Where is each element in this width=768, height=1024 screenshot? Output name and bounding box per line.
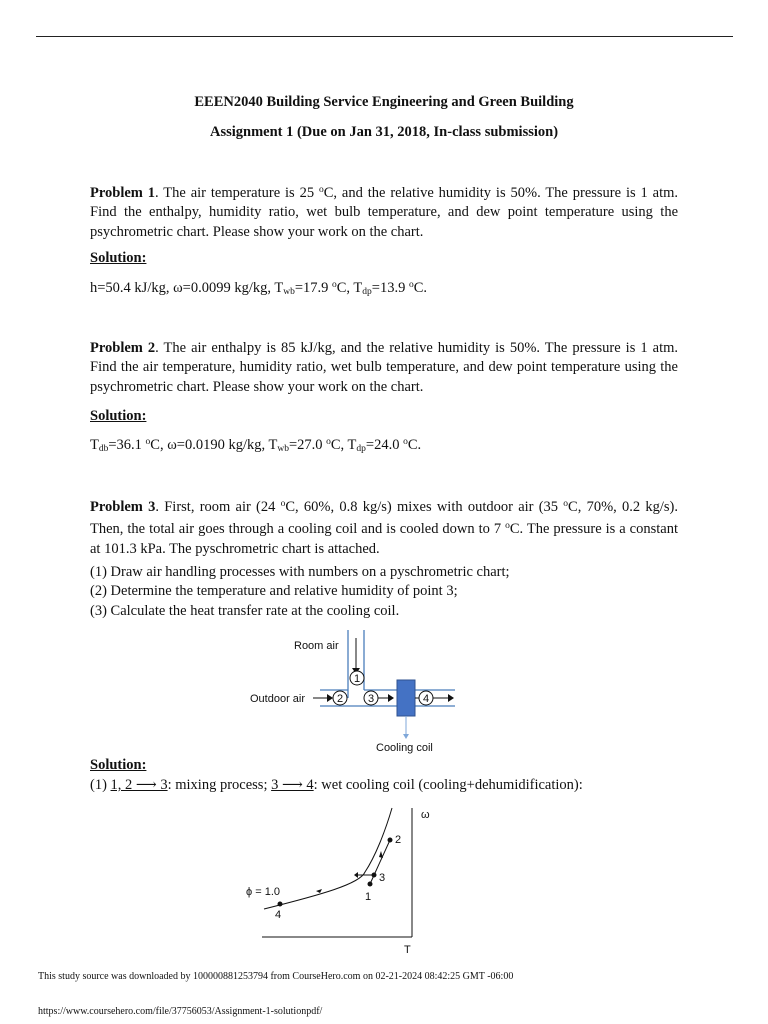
- problem2-label: Problem 2: [90, 340, 156, 356]
- problem1-answer: h=50.4 kJ/kg, ω=0.0099 kg/kg, $T_{wb}=17.9$ $^o$C, $T_{dp}=13.9$ $^o$C.: [90, 280, 428, 297]
- problem1-label: Problem 1: [90, 185, 156, 201]
- coil-in-arrowhead: [388, 694, 394, 702]
- t-label: T: [404, 944, 411, 956]
- node-3-label: 3: [367, 693, 375, 705]
- source-url[interactable]: https://www.coursehero.com/file/37756053/Assignment-1-solutionpdf/: [38, 1006, 323, 1017]
- top-rule: [36, 36, 733, 37]
- problem3-item-2: (2) Determine the temperature and relative humidity of point 3;: [90, 583, 458, 599]
- problem2-solution-heading: Solution:: [90, 408, 147, 424]
- problem1-text: Problem 1. The air temperature is 25 $^o$C, and the relative humidity is 50%. The pressure is 1 atm. Find the enthalpy, humidity ratio, wet bulb temperature, and dew point temperature using the psychrometric chart. Please show your work on the chart.: [90, 185, 679, 240]
- problem3-solution-heading: Solution:: [90, 757, 147, 773]
- point-1-label: 1: [365, 891, 372, 903]
- point-1: [368, 882, 373, 887]
- room-air-label: Room air: [294, 640, 339, 652]
- node-2-label: 2: [336, 693, 344, 705]
- problem2-text: Problem 2. The air enthalpy is 85 kJ/kg, and the relative humidity is 50%. The pressure is 1 atm. Find the air temperature, humidity ratio, wet bulb temperature, and dew point temperature using the psychrometric chart. Please show your work on the chart.: [90, 340, 678, 395]
- omega-label: ω: [421, 809, 430, 821]
- problem3-solution-1: (1) 1, 2 ⟶ 3: mixing process; 3 ⟶ 4: wet cooling coil (cooling+dehumidification):: [90, 777, 583, 793]
- source-note: This study source was downloaded by 100000881253794 from CourseHero.com on 02-21-2024 08:42:25 GMT -06:00: [38, 971, 514, 982]
- cooling-coil-label: Cooling coil: [376, 742, 433, 754]
- psychrometric-sketch: [240, 802, 440, 960]
- problem3-item-3: (3) Calculate the heat transfer rate at the cooling coil.: [90, 603, 400, 619]
- outdoor-air-label: Outdoor air: [250, 693, 306, 705]
- problem3-label: Problem 3: [90, 499, 156, 515]
- cooling-coil: [397, 680, 415, 716]
- outdoor-arrowhead: [327, 694, 333, 702]
- saturation-curve: [264, 808, 392, 909]
- problem1-solution-heading: Solution:: [90, 250, 147, 266]
- point-4-label: 4: [275, 909, 282, 921]
- exit-arrowhead: [448, 694, 454, 702]
- node-4-label: 4: [422, 693, 430, 705]
- problem3-item-1: (1) Draw air handling processes with numbers on a pyschrometric chart;: [90, 564, 510, 580]
- mixing-arrowhead: [379, 851, 383, 858]
- cooling-arrowhead: [354, 872, 358, 878]
- course-title: EEEN2040 Building Service Engineering and Green Building: [194, 94, 574, 110]
- saturation-arrowhead: [316, 889, 322, 893]
- node-1-label: 1: [353, 673, 361, 685]
- assignment-title: Assignment 1 (Due on Jan 31, 2018, In-class submission): [209, 124, 559, 140]
- point-3: [372, 873, 377, 878]
- problem2-answer: $T_{db}=36.1$ $^o$C, ω=0.0190 kg/kg, $T_{wb}=27.0$ $^o$C, $T_{dp}=24.0$ $^o$C.: [90, 437, 422, 454]
- point-3-label: 3: [379, 872, 386, 884]
- condensate-arrowhead: [403, 734, 409, 739]
- problem3-text: Problem 3. First, room air (24 $^o$C, 60%, 0.8 kg/s) mixes with outdoor air (35 $^o$C, 70%, 0.2 kg/s). Then, the total air goes through a cooling coil and is cooled down to 7 $^o$C. The pressure is a constant at 101.3 kPa. The pyschrometric chart is attached.: [90, 499, 679, 557]
- point-2: [388, 838, 393, 843]
- phi-label: ϕ = 1.0: [246, 886, 280, 898]
- point-4: [278, 902, 283, 907]
- point-2-label: 2: [395, 834, 402, 846]
- air-handling-schematic: [240, 628, 470, 758]
